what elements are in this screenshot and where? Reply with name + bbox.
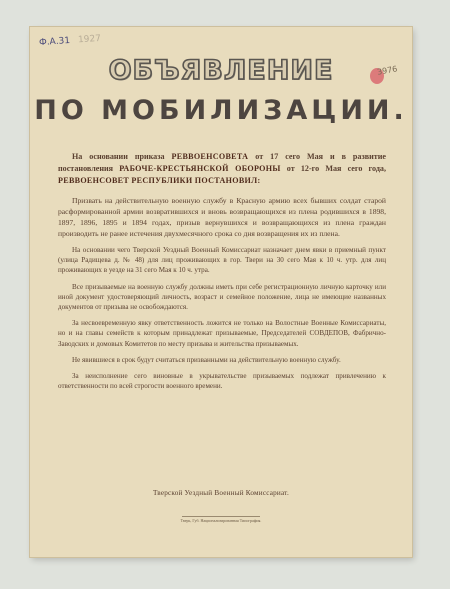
- keyword-defense: РАБОЧЕ-КРЕСТЬЯНСКОЙ ОБОРОНЫ: [119, 164, 281, 173]
- poster-title-line1: ОБЪЯВЛЕНИЕ: [108, 55, 334, 86]
- paragraph-penalty: За неисполнение сего виновные в укрывательстве призываемых подлежат привлечению к ответственности по всей строгости военного времени.: [58, 372, 386, 391]
- paragraph-call-up: Призвать на действительную военную службу в Красную армию всех бывших солдат старой расформированной армии возвратившихся и вновь возвращающихся из плена родившихся в 1898, 1897, 1896, 1895 и 1894 годах, призыв вернувшихся и возвращающихся из плена граждан производить не ранее истечения двухмесячного срока со дня возвращения их из плена.: [58, 196, 386, 238]
- poster-sheet: [30, 27, 412, 557]
- archive-mark: [39, 34, 102, 48]
- paragraph-assembly-point: На основании чего Тверской Уездный Военный Комиссариат назначает днем явки в приемный пункт (улица Радищева д. № 48) для лиц проживающих в гор. Твери на 30 сего Мая к 10 ч. утр. для лиц проживающих в уезде на 31 сего Мая к 10 ч. утра.: [58, 246, 386, 275]
- paragraph-responsibility: За несвоевременную явку ответственность ложится не только на Волостные Военные Комиссариаты, но и на главы семейств к которым принадлежат призываемые, Председателей СОВДЕПОВ, Фабрично-Заводских и домовых Комитетов по месту призыва и жительства призываемых.: [58, 319, 386, 348]
- divider: [182, 516, 260, 517]
- archive-mark-text: Ф.А.31: [38, 36, 71, 49]
- archive-mark-faint: 1927: [77, 33, 102, 46]
- paragraph-documents: Все призываемые на военную службу должны иметь при себе регистрационную личную карточку или иной документ удостоверяющий личность, возраст и семейное положение, лица не имеющие названных документов от призыва не освобождаются.: [58, 282, 386, 312]
- poster-body: [58, 151, 386, 391]
- signature: Тверской Уездный Военный Комиссариат.: [153, 489, 289, 497]
- keyword-revvoensovet: РЕВВОЕНСОВЕТА: [171, 152, 249, 161]
- lead-paragraph: На основании приказа РЕВВОЕНСОВЕТА от 17 сего Мая и в развитие постановления РАБОЧЕ-КРЕСТЬЯНСКОЙ ОБОРОНЫ от 12-го Мая сего года, РЕВВОЕНСОВЕТ РЕСПУБЛИКИ ПОСТАНОВИЛ:: [58, 152, 386, 185]
- poster-title-line2: ПО МОБИЛИЗАЦИИ.: [34, 95, 408, 126]
- printer-credit: Тверь, Губ. Национализированная Типография.: [180, 518, 262, 523]
- handwritten-note: 3976: [376, 64, 398, 77]
- keyword-decree: РЕВВОЕНСОВЕТ РЕСПУБЛИКИ ПОСТАНОВИЛ:: [58, 176, 261, 185]
- paragraph-no-show: Не явившиеся в срок будут считаться призванными на действительную военную службу.: [72, 355, 341, 364]
